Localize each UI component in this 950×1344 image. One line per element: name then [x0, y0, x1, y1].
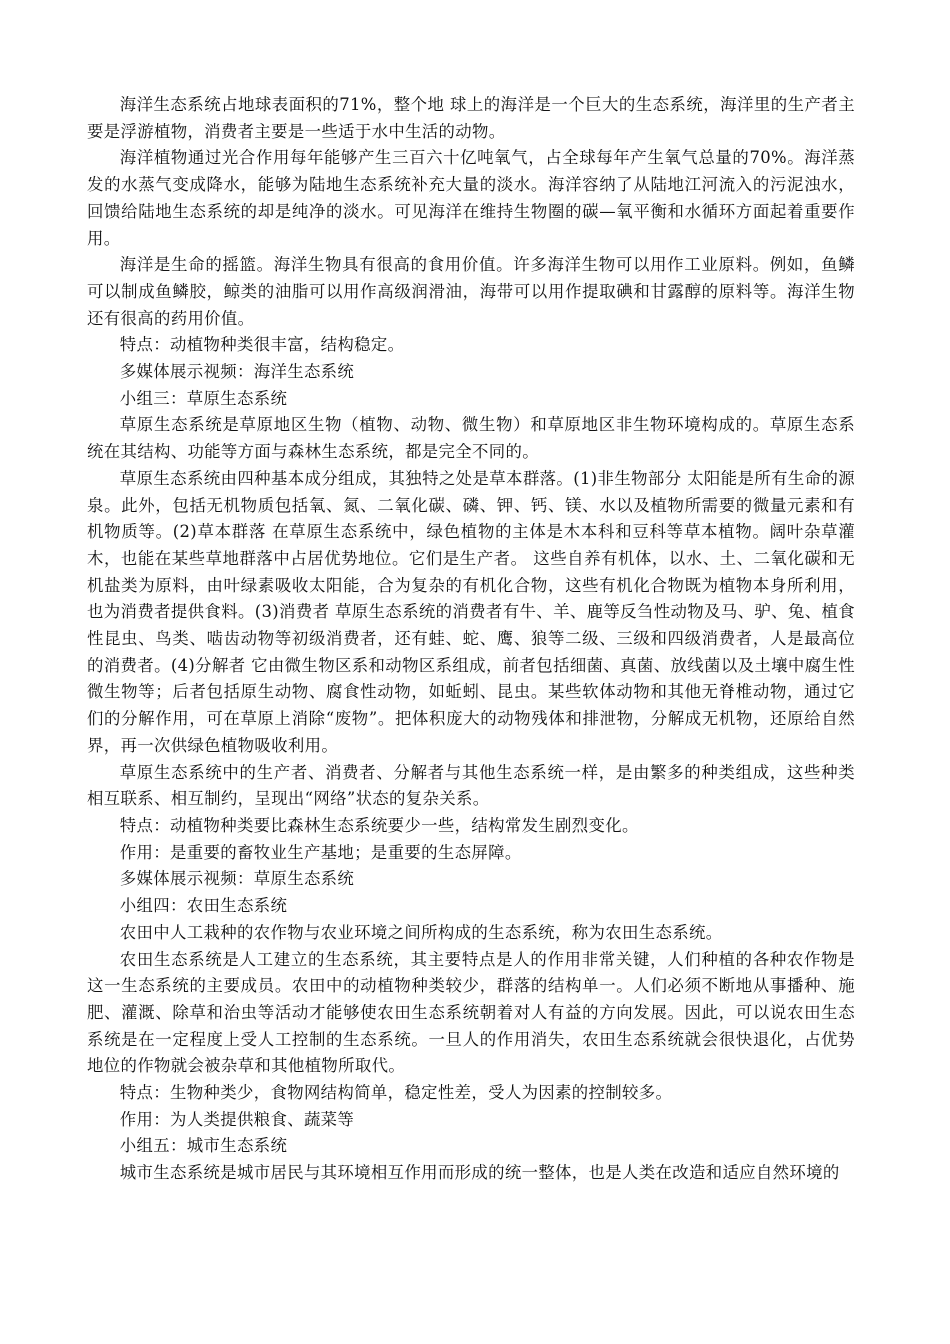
paragraph-farmland-intro: 农田中人工栽种的农作物与农业环境之间所构成的生态系统，称为农田生态系统。 — [119, 922, 723, 942]
heading-group-five: 小组五：城市生态系统 — [119, 1136, 288, 1156]
paragraph-farmland-role: 作用：为人类提供粮食、蔬菜等 — [119, 1109, 355, 1129]
paragraph-grassland-role: 作用：是重要的畜牧业生产基地；是重要的生态屏障。 — [119, 842, 522, 862]
paragraph-ocean-value: 海洋是生命的摇篮。海洋生物具有很高的食用价值。许多海洋生物可以用作工业原料。例如，鱼鳞可以制成鱼鳞胶，鲸类的油脂可以用作高级润滑油，海带可以用作提取碘和甘露醇的原料等。海洋生物还有很高的药用价值。 — [87, 255, 855, 328]
paragraph-farmland-detail: 农田生态系统是人工建立的生态系统，其主要特点是人的作用非常关键，人们种植的各种农作物是这一生态系统的主要成员。农田中的动植物种类较少，群落的结构单一。人们必须不断地从事播种、施肥、灌溉、除草和治虫等活动才能够使农田生态系统朝着对人有益的方向发展。因此，可以说农田生态系统是在一定程度上受人工控制的生态系统。一旦人的作用消失，农田生态系统就会很快退化，占优势地位的作物就会被杂草和其他植物所取代。 — [87, 949, 855, 1076]
paragraph-grassland-feature: 特点：动植物种类要比森林生态系统要少一些，结构常发生剧烈变化。 — [119, 815, 639, 835]
paragraph-ocean-video: 多媒体展示视频：海洋生态系统 — [119, 362, 355, 382]
paragraph-ocean-oxygen: 海洋植物通过光合作用每年能够产生三百六十亿吨氧气，占全球每年产生氧气总量的70%。海洋蒸发的水蒸气变成降水，能够为陆地生态系统补充大量的淡水。海洋容纳了从陆地江河流入的污泥浊水，回馈给陆地生态系统的却是纯净的淡水。可见海洋在维持生物圈的碳—氧平衡和水循环方面起着重要作用。 — [87, 148, 855, 248]
paragraph-grassland-video: 多媒体展示视频：草原生态系统 — [119, 869, 355, 889]
paragraph-farmland-feature: 特点：生物种类少，食物网结构简单，稳定性差，受人为因素的控制较多。 — [119, 1083, 673, 1103]
paragraph-city-intro: 城市生态系统是城市居民与其环境相互作用而形成的统一整体，也是人类在改造和适应自然环境的 — [119, 1163, 840, 1183]
paragraph-grassland-components: 草原生态系统由四种基本成分组成，其独特之处是草本群落。(1)非生物部分 太阳能是所有生命的源泉。此外，包括无机物质包括氧、氮、二氧化碳、磷、钾、钙、镁、水以及植物所需要的微量元素和有机物质等。(2)草本群落 在草原生态系统中，绿色植物的主体是木本科和豆科等草本植物。阔叶杂草灌木，也能在某些草地群落中占居优势地位。它们是生产者。 这些自养有机体，以水、土、二氧化碳和无机盐类为原料，由叶绿素吸收太阳能，合为复杂的有机化合物，这些有机化合物既为植物本身所利用，也为消费者提供食料。(3)消费者 草原生态系统的消费者有牛、羊、鹿等反刍性动物及马、驴、兔、植食性昆虫、鸟类、啮齿动物等初级消费者，还有蛙、蛇、鹰、狼等二级、三级和四级消费者，人是最高位的消费者。(4)分解者 它由微生物区系和动物区系组成，前者包括细菌、真菌、放线菌以及土壤中腐生性微生物等；后者包括原生动物、腐食性动物，如蚯蚓、昆虫。某些软体动物和其他无脊椎动物，通过它们的分解作用，可在草原上消除“废物”。把体积庞大的动物残体和排泄物，分解成无机物，还原给自然界，再一次供绿色植物吸收利用。 — [87, 468, 855, 755]
paragraph-grassland-intro: 草原生态系统是草原地区生物（植物、动物、微生物）和草原地区非生物环境构成的。草原生态系统在其结构、功能等方面与森林生态系统，都是完全不同的。 — [87, 415, 855, 462]
paragraph-ocean-feature: 特点：动植物种类很丰富，结构稳定。 — [119, 335, 405, 355]
heading-group-four: 小组四：农田生态系统 — [119, 896, 288, 916]
paragraph-ocean-intro: 海洋生态系统占地球表面积的71%，整个地 球上的海洋是一个巨大的生态系统，海洋里的生产者主要是浮游植物，消费者主要是一些适于水中生活的动物。 — [87, 95, 855, 141]
paragraph-grassland-network: 草原生态系统中的生产者、消费者、分解者与其他生态系统一样，是由繁多的种类组成，这些种类相互联系、相互制约，呈现出“网络”状态的复杂关系。 — [87, 762, 855, 809]
document-body — [87, 92, 855, 1187]
heading-group-three: 小组三：草原生态系统 — [119, 388, 288, 408]
